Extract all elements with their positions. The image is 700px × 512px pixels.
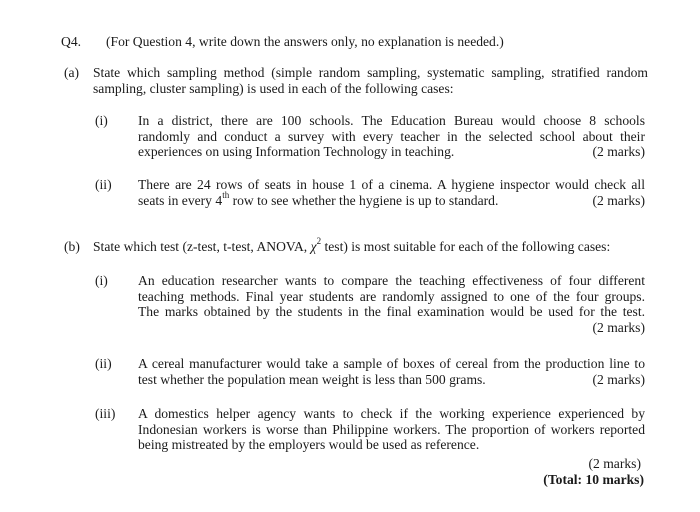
part-a-item-1-line3-text: experiences on using Information Technology in teaching. (138, 144, 455, 159)
part-a-item-2-label: (ii) (95, 177, 112, 192)
part-b-stem-pre: State which test (z-test, t-test, ANOVA, (93, 239, 311, 254)
part-a-stem (93, 65, 648, 96)
chi-superscript: 2 (316, 236, 322, 247)
part-a-label: (a) (64, 65, 80, 80)
part-b-item-2-marks: (2 marks) (592, 371, 645, 387)
part-b-item-2-text (138, 356, 645, 387)
part-b-item-3-text (138, 406, 645, 453)
chi-symbol: χ (310, 239, 317, 254)
total-marks: (Total: 10 marks) (543, 472, 644, 487)
part-a-item-1-line1: In a district, there are 100 schools. The Education Bureau would choose 8 schools (138, 113, 645, 128)
part-b-item-3-label: (iii) (95, 406, 116, 421)
part-a-item-2-line2-pre: seats in every 4 (138, 192, 223, 208)
part-a-item-1-line3 (138, 144, 645, 160)
part-b-item-1-line1: An education researcher wants to compare the teaching effectiveness of four different (138, 273, 645, 288)
part-b-item-1-line3: The marks obtained by the students in the final examination would be used for the test. (138, 304, 645, 319)
part-b-item-3-line3: being mistreated by the employers would be used as reference. (138, 437, 480, 452)
part-b-item-1-line2: teaching methods. Final year students are randomly assigned to one of the four groups. (138, 288, 645, 304)
part-a-item-2-line1: There are 24 rows of seats in house 1 of a cinema. A hygiene inspector would check all (138, 177, 645, 192)
part-b-item-2-line2 (138, 372, 645, 388)
part-b-item-3-line1: A domestics helper agency wants to check if the working experience experienced by (138, 406, 645, 421)
part-a-item-2-line2 (138, 189, 645, 209)
part-b-item-1-label: (i) (95, 273, 108, 288)
part-a-stem-line1: State which sampling method (simple random sampling, systematic sampling, stratified random (93, 65, 648, 80)
part-b-item-2-label: (ii) (95, 356, 112, 371)
part-a-item-1-label: (i) (95, 113, 108, 128)
part-a-stem-line2: sampling, cluster sampling) is used in each of the following cases: (93, 80, 454, 96)
part-b-item-1-marks: (2 marks) (592, 319, 645, 335)
part-b-stem-post: test) is most suitable for each of the following cases: (321, 239, 611, 254)
question-instruction: (For Question 4, write down the answers only, no explanation is needed.) (106, 34, 504, 49)
question-number: Q4. (61, 34, 82, 49)
part-b-item-2-line2-text: test whether the population mean weight is less than 500 grams. (138, 371, 486, 387)
part-b-item-3-line2: Indonesian workers is worse than Philippine workers. The proportion of workers reported (138, 421, 645, 437)
part-a-item-2-text (138, 177, 645, 208)
part-a-item-1-marks: (2 marks) (592, 144, 645, 159)
part-a-item-2-superscript: th (222, 189, 230, 200)
part-a-item-2-line2-post: row to see whether the hygiene is up to standard. (229, 192, 499, 208)
part-b-item-1-text (138, 273, 645, 335)
part-a-item-1-text (138, 113, 645, 160)
part-b-item-3-marks: (2 marks) (588, 456, 641, 471)
part-a-item-2-marks: (2 marks) (592, 192, 645, 208)
part-a-item-1-line2: randomly and conduct a survey with every teacher in the selected school about their (138, 128, 645, 144)
part-b-item-2-line1: A cereal manufacturer would take a sample of boxes of cereal from the production line to (138, 356, 645, 371)
part-b-label: (b) (64, 239, 80, 254)
part-b-stem (93, 236, 611, 255)
part-a-item-2-line2-text (138, 189, 499, 209)
